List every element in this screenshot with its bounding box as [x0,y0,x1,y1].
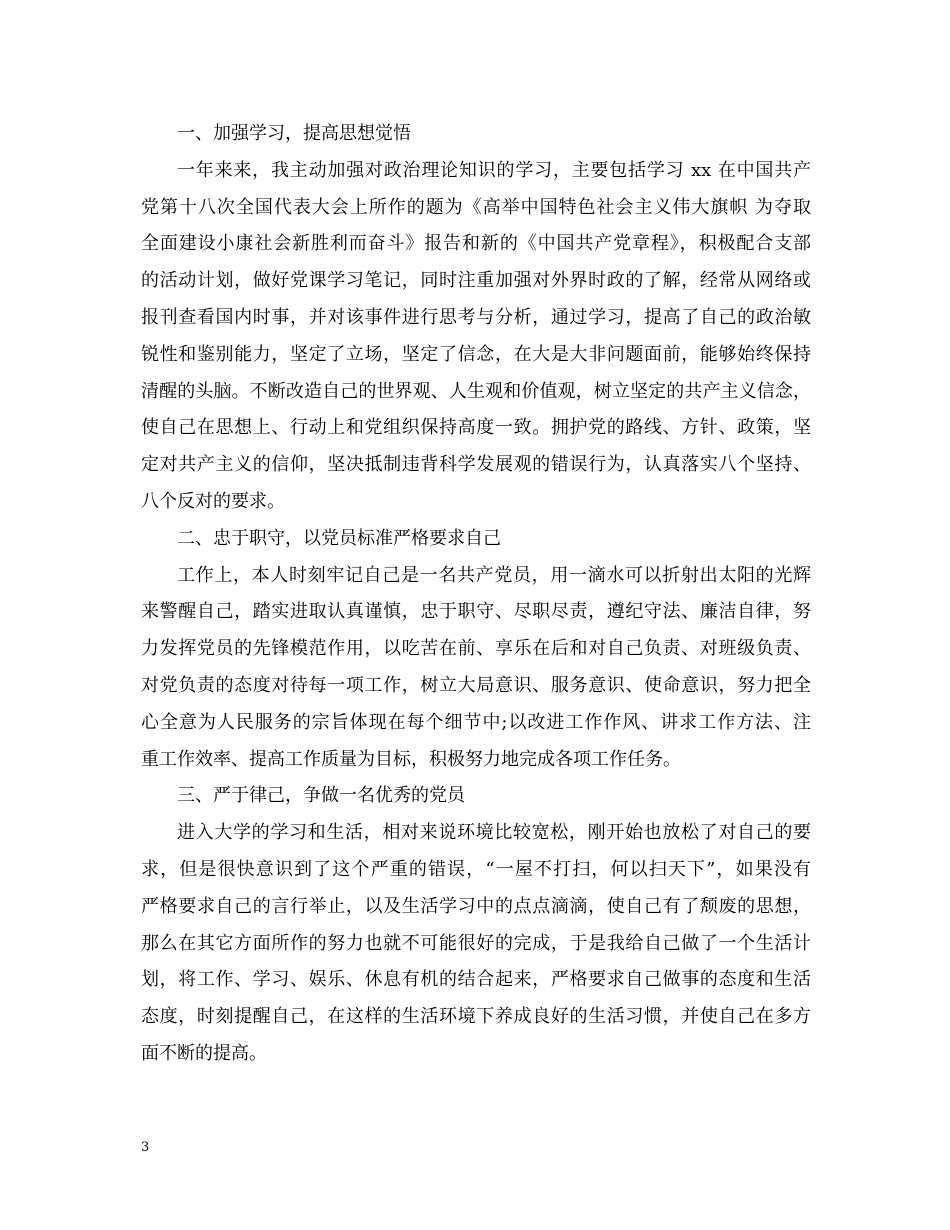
body-text-line: 全面建设小康社会新胜利而奋斗》报告和新的《中国共产党章程》，积极配合支部 [141,233,811,255]
body-text-line: 一年来来，我主动加强对政治理论知识的学习，主要包括学习 xx 在中国共产 [177,159,811,181]
body-text-line: 来警醒自己，踏实进取认真谨慎，忠于职守、尽职尽责，遵纪守法、廉洁自律，努 [141,601,811,623]
body-text-line: 定对共产主义的信仰，坚决抵制违背科学发展观的错误行为，认真落实八个坚持、 [141,454,811,476]
body-text-line: 划，将工作、学习、娱乐、休息有机的结合起来，严格要求自己做事的态度和生活 [141,969,811,991]
body-text-line: 力发挥党员的先锋模范作用，以吃苦在前、享乐在后和对自己负责、对班级负责、 [141,638,811,660]
body-text-line: 锐性和鉴别能力，坚定了立场，坚定了信念，在大是大非问题面前，能够始终保持 [141,343,811,365]
body-text-line: 面不断的提高。 [141,1042,267,1064]
body-text-line: 党第十八次全国代表大会上所作的题为《高举中国特色社会主义伟大旗帜 为夺取 [141,196,811,218]
body-text-line: 的活动计划，做好党课学习笔记，同时注重加强对外界时政的了解，经常从网络或 [141,270,811,292]
body-text-line: 使自己在思想上、行动上和党组织保持高度一致。拥护党的路线、方针、政策，坚 [141,417,811,439]
document-body [141,116,811,1073]
body-text-line: 进入大学的学习和生活，相对来说环境比较宽松，刚开始也放松了对自己的要 [177,822,811,844]
body-text-line: 重工作效率、提高工作质量为目标，积极努力地完成各项工作任务。 [141,748,681,770]
body-text-line: 严格要求自己的言行举止，以及生活学习中的点点滴滴，使自己有了颓废的思想， [141,895,811,917]
body-text-line: 心全意为人民服务的宗旨体现在每个细节中;以改进工作作风、讲求工作方法、注 [141,711,811,733]
body-text-line: 那么在其它方面所作的努力也就不可能很好的完成，于是我给自己做了一个生活计 [141,932,811,954]
section-heading: 一、加强学习，提高思想觉悟 [177,123,411,144]
section-heading: 二、忠于职守，以党员标准严格要求自己 [177,527,501,549]
body-text-line: 对党负责的态度对待每一项工作，树立大局意识、服务意识、使命意识，努力把全 [141,674,811,696]
body-text-line: 求，但是很快意识到了这个严重的错误，“一屋不打扫，何以扫天下”，如果没有 [141,858,811,880]
body-text-line: 工作上，本人时刻牢记自己是一名共产党员，用一滴水可以折射出太阳的光辉 [177,564,811,586]
body-text-line: 报刊查看国内时事，并对该事件进行思考与分析，通过学习，提高了自己的政治敏 [141,306,811,328]
body-text-line: 八个反对的要求。 [141,490,285,512]
page-number: 3 [141,1140,150,1155]
body-text-line: 态度，时刻提醒自己，在这样的生活环境下养成良好的生活习惯，并使自己在多方 [141,1006,811,1028]
section-heading: 三、严于律己，争做一名优秀的党员 [177,785,465,807]
body-text-line: 清醒的头脑。不断改造自己的世界观、人生观和价值观，树立坚定的共产主义信念， [141,380,811,402]
